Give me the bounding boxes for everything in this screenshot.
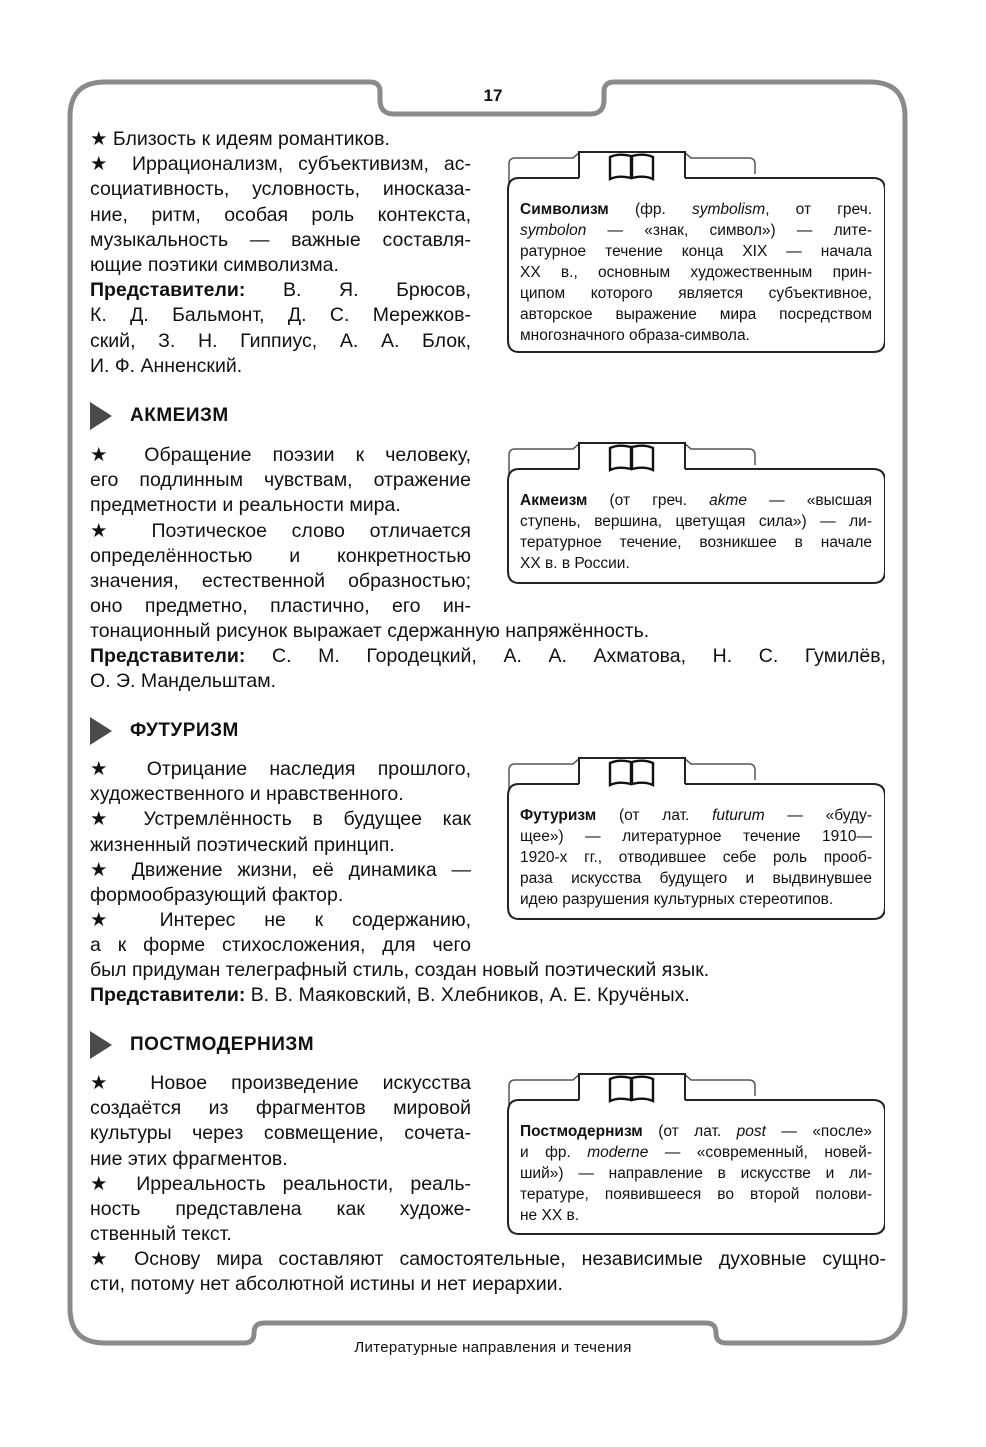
term: Постмодернизм — [520, 1123, 643, 1140]
definition-line: не XX в. — [520, 1207, 580, 1224]
text-line: ★ Интерес не к содержанию, — [90, 909, 471, 932]
text-line: его подлинным чувствам, отражение — [90, 469, 471, 492]
text-line: ственный текст. — [90, 1223, 232, 1246]
text-line: культуры через совмещение, сочета- — [90, 1122, 471, 1145]
text-line: ★ Отрицание наследия прошлого, — [90, 758, 471, 780]
postmodernism-text — [90, 1071, 471, 1247]
definition-line: щее») — литературное течение 1910— — [520, 828, 872, 845]
text-line: ский, З. Н. Гиппиус, А. А. Блок, — [90, 329, 471, 352]
text-line: значения, естественной образностью; — [90, 570, 471, 593]
text-line: оно предметно, пластично, его ин- — [90, 595, 471, 618]
definition-line: авторское выражение мира посредством — [520, 306, 872, 323]
page-number: 17 — [483, 86, 503, 105]
text-line: художественного и нравственного. — [90, 783, 404, 806]
text-line: ность представлена как художе- — [90, 1198, 471, 1221]
text-line: тонационный рисунок выражает сдержанную напряжённость. — [90, 620, 650, 642]
text-line: а к форме стихосложения, для чего — [90, 934, 471, 957]
definition-line: ратурное течение конца XIX — начала — [520, 243, 872, 260]
triangle-bullet-icon — [90, 402, 112, 430]
triangle-bullet-icon — [90, 1031, 112, 1059]
term: Акмеизм — [520, 492, 588, 509]
postmodernism-text-wide — [90, 1247, 886, 1297]
text-line: В. В. Маяковский, В. Хлебников, А. Е. Кручёных. — [245, 984, 690, 1007]
running-footer: Литературные направления и течения — [354, 1339, 632, 1356]
definition-line: ципом которого является субъективное, — [520, 285, 872, 302]
representatives-label: Представители: — [90, 645, 246, 668]
representatives-label: Представители: — [90, 984, 246, 1007]
text-line: ние этих фрагментов. — [90, 1147, 288, 1170]
text-line: О. Э. Мандельштам. — [90, 670, 277, 693]
definition-line: XX в., основным художественным прин- — [520, 264, 872, 281]
text-line: сти, потому нет абсолютной истины и нет иерархии. — [90, 1273, 563, 1296]
text-line: ★ Новое произведение искусства — [90, 1072, 471, 1094]
text-line: социативность, условность, иносказа- — [90, 178, 471, 201]
definition-line: идею разрушения культурных стереотипов. — [520, 891, 834, 908]
definition-box-postmodernism — [507, 1072, 885, 1236]
term: Символизм — [520, 201, 609, 218]
text-line: определённостью и конкретностью — [90, 544, 471, 567]
text-line: И. Ф. Анненский. — [90, 354, 243, 377]
definition-box-symbolism — [507, 150, 885, 354]
text-line: ★ Основу мира составляют самостоятельные, независимые духовные сущно- — [90, 1248, 886, 1270]
text-line: формообразующий фактор. — [90, 884, 344, 907]
definition-line: и фр. moderne — «современный, новей- — [520, 1144, 872, 1161]
text-line: ★ Ирреальность реальности, реаль- — [90, 1172, 471, 1195]
text-line: С. М. Городецкий, А. А. Ахматова, Н. С. Гумилёв, — [245, 645, 886, 668]
definition-line: раза искусства будущего и выдвинувшее — [520, 870, 872, 887]
acmeism-text — [90, 443, 471, 619]
term: Футуризм — [520, 807, 597, 824]
definition-line: (от лат. post — «после» — [642, 1123, 872, 1140]
symbolism-text — [90, 127, 471, 379]
text-line: В. Я. Брюсов, — [245, 279, 471, 302]
definition-line: 1920-х гг., отводившее себе роль прооб- — [520, 849, 872, 866]
text-line: создаётся из фрагментов мировой — [90, 1097, 471, 1120]
definition-box-acmeism — [507, 441, 885, 585]
text-line: ★ Движение жизни, её динамика — — [90, 858, 471, 881]
definition-line: symbolon — «знак, символ») — лите- — [520, 222, 872, 239]
definition-box-futurism — [507, 756, 885, 921]
text-line: ★ Обращение поэзии к человеку, — [90, 444, 471, 466]
text-line: музыкальность — важные составля- — [90, 228, 471, 251]
section-heading-futurism: ФУТУРИЗМ — [90, 717, 239, 745]
acmeism-text-wide — [90, 619, 886, 695]
text-line: ★ Близость к идеям романтиков. — [90, 128, 390, 150]
text-line: ние, ритм, особая роль контекста, — [90, 203, 471, 226]
text-line: жизненный поэтический принцип. — [90, 833, 395, 856]
text-line: предметности и реальности мира. — [90, 494, 401, 517]
text-line: был придуман телеграфный стиль, создан новый поэтический язык. — [90, 959, 710, 981]
futurism-text — [90, 757, 471, 959]
section-heading-postmodernism: ПОСТМОДЕРНИЗМ — [90, 1031, 314, 1059]
text-line: ★ Устремлённость в будущее как — [90, 808, 471, 831]
definition-line: ший») — направление в искусстве и ли- — [520, 1165, 872, 1182]
definition-line: XX в. в России. — [520, 555, 630, 572]
text-line: ★ Поэтическое слово отличается — [90, 519, 471, 542]
definition-line: (от лат. futurum — «буду- — [596, 807, 872, 824]
triangle-bullet-icon — [90, 717, 112, 745]
definition-line: многозначного образа-символа. — [520, 327, 750, 344]
representatives-label: Представители: — [90, 279, 246, 302]
section-heading-acmeism: АКМЕИЗМ — [90, 402, 229, 430]
definition-line: тературе, появившееся во второй полови- — [520, 1186, 872, 1203]
definition-line: (фр. symbolism, от греч. — [608, 201, 872, 218]
text-line: ющие поэтики символизма. — [90, 254, 339, 277]
text-line: ★ Иррационализм, субъективизм, ас- — [90, 153, 471, 176]
text-line: К. Д. Бальмонт, Д. С. Мережков- — [90, 304, 471, 327]
futurism-text-wide — [90, 958, 886, 1008]
definition-line: (от греч. akme — «высшая — [587, 492, 872, 509]
definition-line: тературное течение, возникшее в начале — [520, 534, 872, 551]
definition-line: ступень, вершина, цветущая сила») — ли- — [520, 513, 872, 530]
